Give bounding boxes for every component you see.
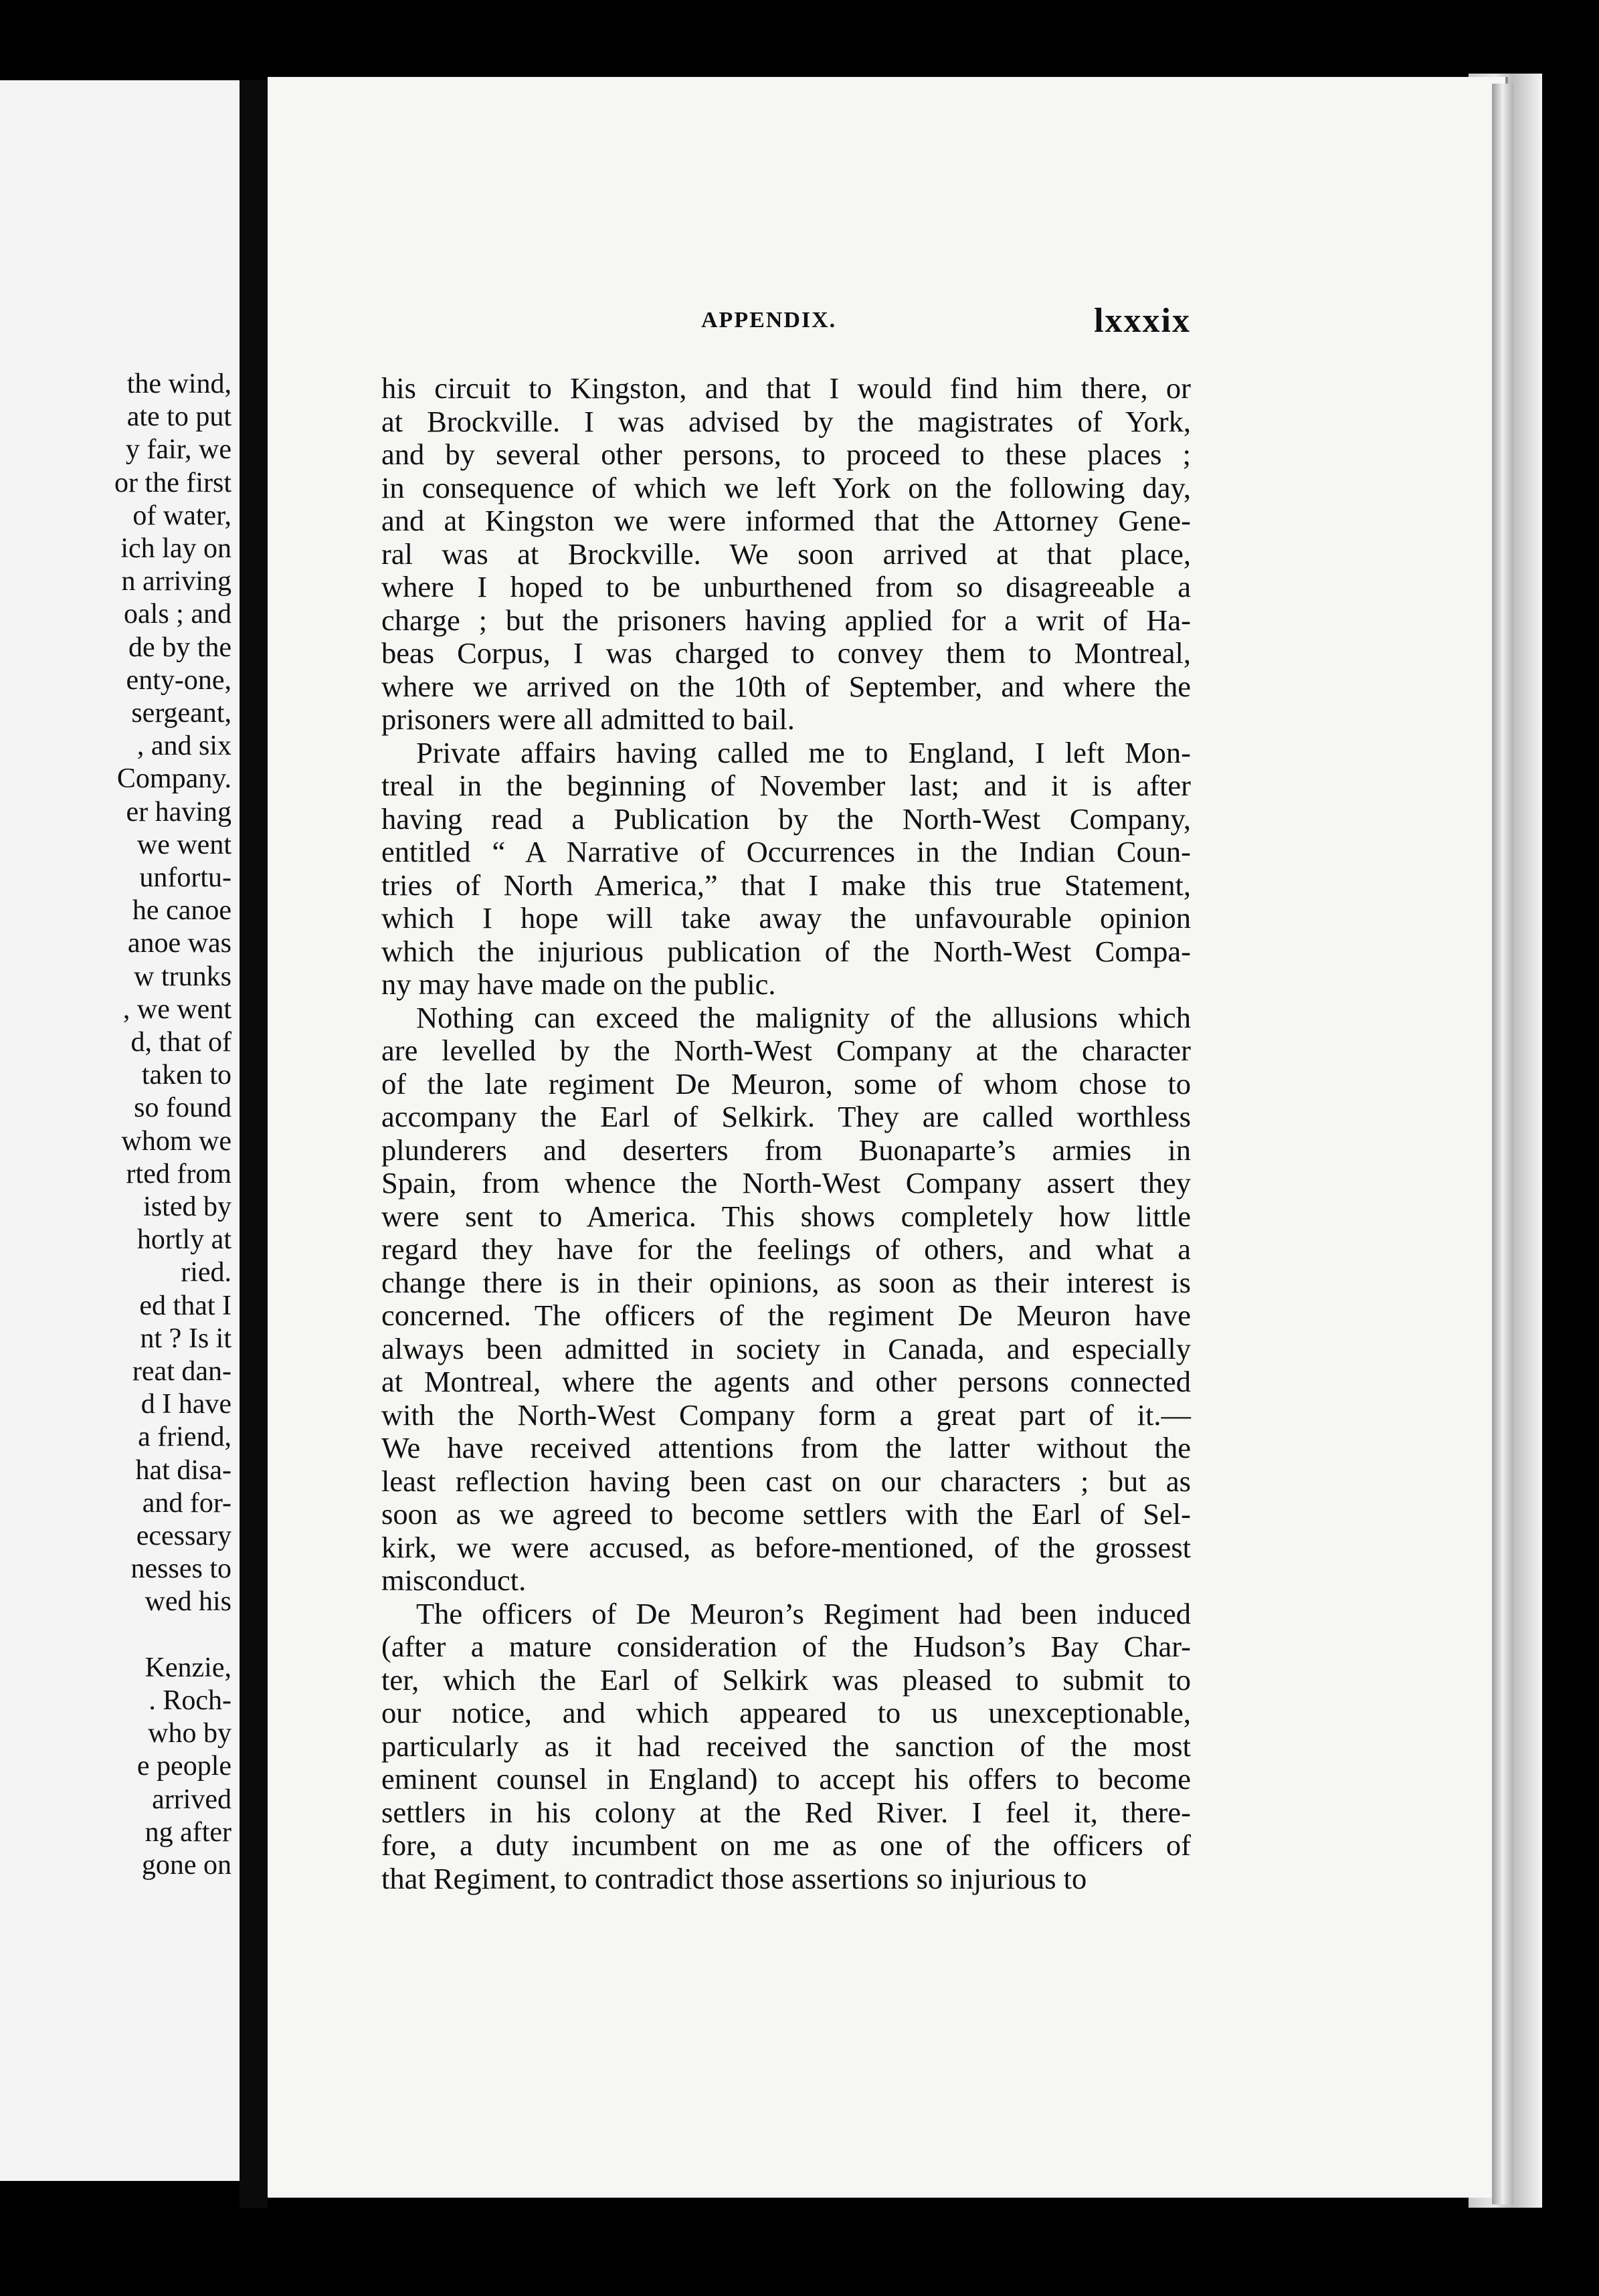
left-page-line: d I have <box>140 1389 231 1420</box>
left-page-line: hat disa- <box>135 1454 231 1486</box>
text-line: least reflection having been cast on our characters ; but as <box>381 1464 1191 1498</box>
text-line: his circuit to Kingston, and that I would find him there, or <box>381 371 1191 405</box>
left-page-line: reat dan- <box>132 1356 231 1387</box>
left-page-line: er having <box>126 796 231 828</box>
left-page-line: anoe was <box>127 928 231 959</box>
left-page-line: nesses to <box>130 1553 231 1585</box>
left-page-line: of water, <box>132 500 231 531</box>
text-line: Nothing can exceed the malignity of the allusions which <box>416 1000 1191 1034</box>
running-head: APPENDIX. <box>701 308 837 332</box>
text-line: in consequence of which we left York on the following day, <box>381 470 1191 504</box>
left-page-line: ng after <box>145 1816 231 1848</box>
left-page-line: , and six <box>136 731 231 762</box>
left-page-line: ed that I <box>139 1290 231 1321</box>
text-line: our notice, and which appeared to us unexceptionable, <box>381 1696 1191 1729</box>
text-line: The officers of De Meuron’s Regiment had been induced <box>416 1596 1191 1630</box>
left-page-line: ried. <box>181 1257 231 1288</box>
text-line: kirk, we were accused, as before-mentioned, of the grossest <box>381 1530 1191 1564</box>
left-page-line: so found <box>134 1092 231 1124</box>
left-page <box>0 80 240 2181</box>
text-line: particularly as it had received the sanction of the most <box>381 1729 1191 1763</box>
text-line: at Montreal, where the agents and other persons connected <box>381 1365 1191 1398</box>
text-line: having read a Publication by the North-West Company, <box>381 801 1191 836</box>
left-page-line: whom we <box>121 1125 231 1157</box>
text-line: that Regiment, to contradict those assertions so injurious to <box>381 1861 1087 1895</box>
text-line: were sent to America. This shows completely how little <box>381 1199 1191 1233</box>
left-page-line: wed his <box>145 1586 231 1618</box>
text-line: plunderers and deserters from Buonaparte’s armies in <box>381 1133 1191 1167</box>
text-line: charge ; but the prisoners having applied for a writ of Ha- <box>381 603 1191 637</box>
left-page-line: we went <box>136 829 231 860</box>
left-page-line: he canoe <box>132 895 231 927</box>
page-header <box>381 301 1191 341</box>
page-number: lxxxix <box>1094 302 1191 340</box>
left-page-line: n arriving <box>121 566 231 597</box>
text-line: (after a mature consideration of the Hudson’s Bay Char- <box>381 1630 1191 1663</box>
left-page-line: Kenzie, <box>145 1652 231 1683</box>
text-line: at Brockville. I was advised by the magistrates of York, <box>381 404 1191 438</box>
text-line: ral was at Brockville. We soon arrived at that place, <box>381 537 1191 571</box>
left-page-line: a friend, <box>138 1422 231 1453</box>
text-line: We have received attentions from the latter without the <box>381 1431 1191 1464</box>
text-line: ny may have made on the public. <box>381 967 776 1001</box>
left-page-line: ate to put <box>126 401 231 433</box>
text-line: Private affairs having called me to England, I left Mon- <box>416 735 1191 769</box>
text-line: treal in the beginning of November last; and it is after <box>381 769 1191 802</box>
text-line: change there is in their opinions, as soon as their interest is <box>381 1265 1191 1299</box>
left-page-line: or the first <box>114 467 231 498</box>
text-line: entitled “ A Narrative of Occurrences in the Indian Coun- <box>381 835 1191 868</box>
text-line: beas Corpus, I was charged to convey them to Montreal, <box>381 636 1191 670</box>
left-page-line: , we went <box>122 993 231 1025</box>
left-page-line: rted from <box>126 1158 231 1189</box>
text-line: always been admitted in society in Canada, and especially <box>381 1331 1191 1365</box>
text-line: and at Kingston we were informed that the Attorney Gene- <box>381 504 1191 537</box>
text-line: concerned. The officers of the regiment De Meuron have <box>381 1299 1191 1332</box>
left-page-line: hortly at <box>136 1224 231 1256</box>
left-page-line: y fair, we <box>125 434 231 466</box>
left-page-line: arrived <box>152 1784 231 1815</box>
book-gutter <box>240 80 268 2208</box>
text-line: tries of North America,” that I make this true Statement, <box>381 868 1191 902</box>
text-line: are levelled by the North-West Company at the character <box>381 1034 1191 1067</box>
left-page-line: d, that of <box>130 1027 231 1058</box>
text-line: of the late regiment De Meuron, some of whom chose to <box>381 1066 1191 1101</box>
left-page-line: oals ; and <box>124 599 231 630</box>
text-line: Spain, from whence the North-West Company assert they <box>381 1166 1191 1200</box>
left-page-line: Company. <box>116 763 231 795</box>
left-page-line: and for- <box>142 1487 231 1519</box>
left-page-line: the wind, <box>126 369 231 399</box>
text-line: soon as we agreed to become settlers with the Earl of Sel- <box>381 1497 1191 1531</box>
left-page-line: w trunks <box>134 961 231 992</box>
left-page-line: e people <box>136 1751 231 1782</box>
text-line: and by several other persons, to proceed to these places ; <box>381 438 1191 471</box>
text-line: regard they have for the feelings of others, and what a <box>381 1232 1191 1266</box>
left-page-line: isted by <box>143 1191 231 1222</box>
left-page-line: sergeant, <box>131 698 231 729</box>
left-page-line: gone on <box>141 1850 231 1881</box>
text-line: eminent counsel in England) to accept his offers to become <box>381 1762 1191 1796</box>
right-page-edge <box>1492 84 1513 2204</box>
left-page-line: de by the <box>128 632 231 663</box>
text-line: prisoners were all admitted to bail. <box>381 702 795 736</box>
left-page-line: nt ? Is it <box>140 1323 231 1354</box>
left-page-line: ecessary <box>136 1521 231 1551</box>
text-line: fore, a duty incumbent on me as one of the officers of <box>381 1828 1191 1862</box>
text-line: ter, which the Earl of Selkirk was pleased to submit to <box>381 1662 1191 1697</box>
text-line: accompany the Earl of Selkirk. They are called worthless <box>381 1100 1191 1133</box>
left-page-line: who by <box>148 1718 231 1749</box>
text-line: which the injurious publication of the North-West Compa- <box>381 934 1191 968</box>
left-page-line: unfortu- <box>139 862 231 893</box>
text-line: where we arrived on the 10th of September, and where the <box>381 669 1191 703</box>
left-page-line: . Roch- <box>149 1685 231 1716</box>
text-line: where I hoped to be unburthened from so disagreeable a <box>381 570 1191 603</box>
text-line: misconduct. <box>381 1563 527 1597</box>
text-line: settlers in his colony at the Red River. I feel it, there- <box>381 1795 1191 1829</box>
left-page-line: enty-one, <box>126 664 231 696</box>
text-line: which I hope will take away the unfavourable opinion <box>381 901 1191 935</box>
text-line: with the North-West Company form a great part of it.— <box>381 1398 1191 1432</box>
body-text <box>381 372 1191 1895</box>
left-page-line: ich lay on <box>120 533 231 564</box>
left-page-line: taken to <box>141 1060 231 1091</box>
